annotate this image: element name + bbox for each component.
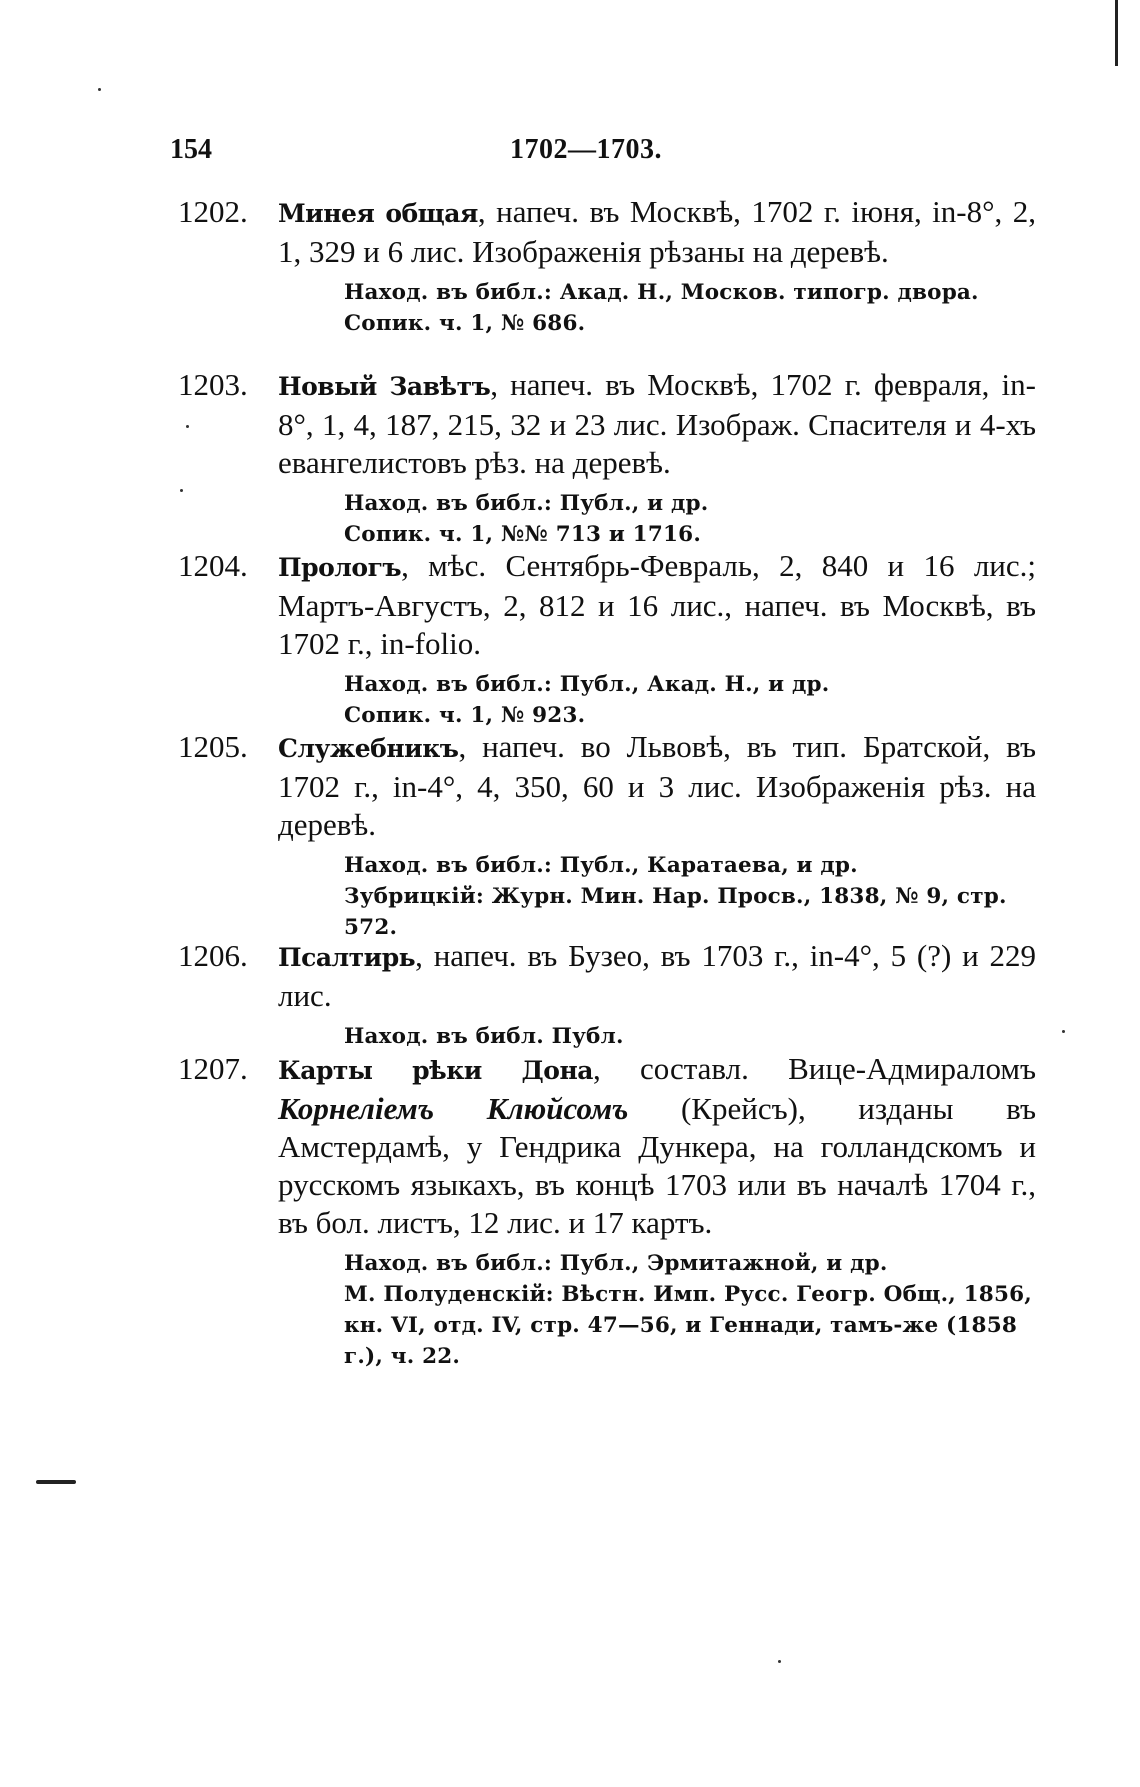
entry-text: , составл. Вице-Адмираломъ bbox=[592, 1051, 1036, 1086]
entry-note: М. Полуденскій: Вѣстн. Имп. Русс. Геогр. Общ., 1856, кн. VI, отд. IV, стр. 47—56, и Геннади, тамъ-же (1858 г.), ч. 22. bbox=[344, 1282, 1032, 1369]
entry-description bbox=[278, 193, 1036, 271]
entry-1204 bbox=[170, 547, 1036, 731]
entry-text: , напеч. въ Бузео, въ 1703 г., in-4°, 5 (?) и 229 лис. bbox=[278, 938, 1036, 1013]
entry-note: Сопик. ч. 1, № 923. bbox=[344, 703, 586, 728]
entry-text: , напеч. во Львовѣ, въ тип. Братской, въ 1702 г., in-4°, 4, 350, 60 и 3 лис. Изображенія рѣз. на деревѣ. bbox=[278, 729, 1036, 842]
scan-speck bbox=[98, 88, 101, 91]
entry-description bbox=[278, 728, 1036, 844]
scan-speck bbox=[778, 1660, 781, 1663]
entry-1205 bbox=[170, 728, 1036, 943]
entry-note: Наход. въ библ.: Публ., Каратаева, и др. bbox=[344, 853, 858, 878]
entry-note: Наход. въ библ.: Публ., Эрмитажной, и др. bbox=[344, 1251, 888, 1276]
entry-number: 1206. bbox=[178, 938, 248, 973]
entry-text-continued: (Крейсъ), изданы въ Амстердамѣ, у Гендрика Дункера, на голландскомъ и русскомъ языкахъ, въ концѣ 1703 или въ началѣ 1704 г., въ бол. листъ, 12 лис. и 17 картъ. bbox=[278, 1091, 1036, 1240]
entry-description bbox=[278, 547, 1036, 663]
entry-1203 bbox=[170, 366, 1036, 550]
entry-text: , напеч. въ Москвѣ, 1702 г. іюня, in-8°, 2, 1, 329 и 6 лис. Изображенія рѣзаны на деревѣ. bbox=[278, 194, 1036, 269]
entry-text: , мѣс. Сентябрь-Февраль, 2, 840 и 16 лис.; Мартъ-Августъ, 2, 812 и 16 лис., напеч. въ Москвѣ, въ 1702 г., in-folio. bbox=[278, 548, 1036, 661]
entry-text: , напеч. въ Москвѣ, 1702 г. февраля, in-8°, 1, 4, 187, 215, 32 и 23 лис. Изображ. Спасителя и 4-хъ евангелистовъ рѣз. на деревѣ. bbox=[278, 367, 1036, 480]
entry-number: 1202. bbox=[178, 194, 248, 229]
entry-1207 bbox=[170, 1050, 1036, 1372]
entry-1202 bbox=[170, 193, 1036, 339]
entry-note: Наход. въ библ.: Публ., Акад. Н., и др. bbox=[344, 672, 830, 697]
entry-note: Сопик. ч. 1, №№ 713 и 1716. bbox=[344, 522, 702, 547]
scan-margin-mark bbox=[36, 1480, 76, 1484]
entry-description bbox=[278, 937, 1036, 1015]
entry-title: Псалтирь bbox=[278, 943, 416, 972]
entry-note: Зубрицкій: Журн. Мин. Нар. Просв., 1838, № 9, стр. 572. bbox=[344, 884, 1007, 940]
entry-description bbox=[278, 1050, 1036, 1242]
entry-note: Наход. въ библ.: Акад. Н., Москов. типогр. двора. bbox=[344, 280, 979, 305]
entry-number: 1203. bbox=[178, 367, 248, 402]
entry-note: Наход. въ библ. Публ. bbox=[344, 1024, 624, 1049]
entry-number: 1204. bbox=[178, 548, 248, 583]
entry-number: 1205. bbox=[178, 729, 248, 764]
entry-title: Новый Завѣтъ bbox=[278, 372, 491, 401]
page-number: 154 bbox=[170, 134, 212, 165]
scan-speck bbox=[1062, 1030, 1065, 1033]
entry-title: Служебникъ bbox=[278, 734, 459, 763]
entry-1206 bbox=[170, 937, 1036, 1052]
entry-description bbox=[278, 366, 1036, 482]
entry-author: Корнеліемъ Клюйсомъ bbox=[278, 1091, 629, 1126]
running-head-years: 1702—1703. bbox=[510, 134, 662, 165]
entry-title: Минея общая bbox=[278, 199, 478, 228]
page-header bbox=[170, 134, 1032, 174]
entry-number: 1207. bbox=[178, 1051, 248, 1086]
scan-edge-line bbox=[1115, 0, 1118, 66]
entry-note: Наход. въ библ.: Публ., и др. bbox=[344, 491, 709, 516]
entry-note: Сопик. ч. 1, № 686. bbox=[344, 311, 586, 336]
entry-title: Карты рѣки Дона bbox=[278, 1056, 593, 1085]
entry-title: Прологъ bbox=[278, 553, 402, 582]
